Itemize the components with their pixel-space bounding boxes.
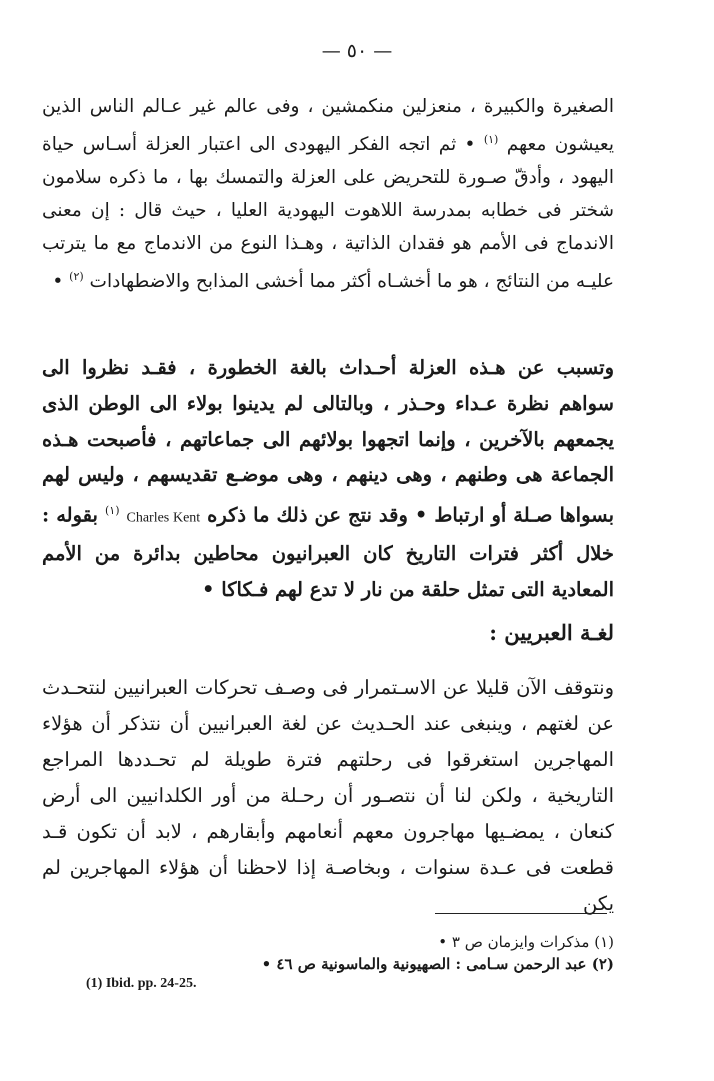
footnote-ref-1: (١) bbox=[483, 133, 499, 146]
footnote-divider bbox=[435, 913, 607, 914]
author-name: Charles Kent bbox=[126, 510, 201, 526]
paragraph-language: ونتوقف الآن قليلا عن الاسـتمرار فى وصـف تحركات العبرانيين لنتحـدث عن لغتهم ، وينبغى عند الحـديث عن لغة العبرانيين أن نتذكر أن هؤلاء المهاجرين استغرقوا فى رحلتهم فترة طويلة لم تحـددها المراجع التاريخية ، ولكن لنا أن نتصـور أن رحـلة من أور الكلدانيين الى أرض كنعان ، يمضـيها مهاجرون معهم أنعامهم وأبقارهم ، لابد أن تكون قـد قطعت فى عـدة سنوات ، وبخاصـة إذا لاحظنا أن هؤلاء المهاجرين لم يكن bbox=[42, 676, 614, 915]
paragraph-consequences-text: وتسبب عن هـذه العزلة أحـداث بالغة الخطورة ، فقـد نظروا الى سواهم نظرة عـداء وحـذر ، وبالتالى لم يدينوا بولاء الى الوطن الذى يجمعهم بالآخرين ، وإنما اتجهوا بولائهم الى جماعاتهم ، فأصبحت هـذه الجماعة هى وطنهم ، وهى دينهم ، وهى موضـع تقديسهم ، وليس لهم بسواها صـلة أو ارتباط • وقد نتج عن ذلك ما ذكره bbox=[42, 356, 614, 527]
paragraph-consequences-text-2: بقوله : خلال أكثر فترات التاريخ كان العبرانيون محاطين بدائرة من الأمم المعادية التى تمثل حلقة من نار لا تدع لهم فـكاكا • bbox=[42, 503, 614, 602]
page-number: — ٥٠ — bbox=[321, 40, 393, 62]
paragraph-isolation-end: • bbox=[52, 271, 64, 293]
footnote-3: (1) Ibid. pp. 24-25. bbox=[86, 976, 197, 991]
paragraph-isolation bbox=[42, 90, 614, 298]
paragraph-isolation-text-2: • ثم اتجه الفكر اليهودى الى اعتبار العزلة أسـاس حياة اليهود ، وأدقّ صـورة للتحريض على العزلة والتمسك بها ، ما ذكره سلامون شختر فى خطابه بمدرسة اللاهوت اليهودية العليا ، حيث قال : إن معنى الاندماج فى الأمم هو فقدان الذاتية ، وهـذا النوع من الاندماج مع ما يترتب عليـه من النتائج ، هو ما أخشـاه أكثر مما أخشى المذابح والاضطهادات bbox=[42, 134, 614, 293]
paragraph-consequences bbox=[42, 350, 614, 608]
footnote-ref-kent: (١) bbox=[104, 504, 120, 518]
footnote-2: (٢) عبد الرحمن سـامى : الصهيونية والماسونية ص ٤٦ • bbox=[261, 955, 614, 973]
section-heading: لغـة العبريين : bbox=[489, 620, 614, 645]
footnote-ref-2: (٢) bbox=[69, 270, 84, 284]
footnote-1: (١) مذكرات وايزمان ص ٣ • bbox=[438, 933, 614, 951]
paragraph-isolation-text: الصغيرة والكبيرة ، منعزلين منكمشين ، وفى عالم غير عـالم الناس الذين يعيشون معهم bbox=[42, 96, 615, 156]
